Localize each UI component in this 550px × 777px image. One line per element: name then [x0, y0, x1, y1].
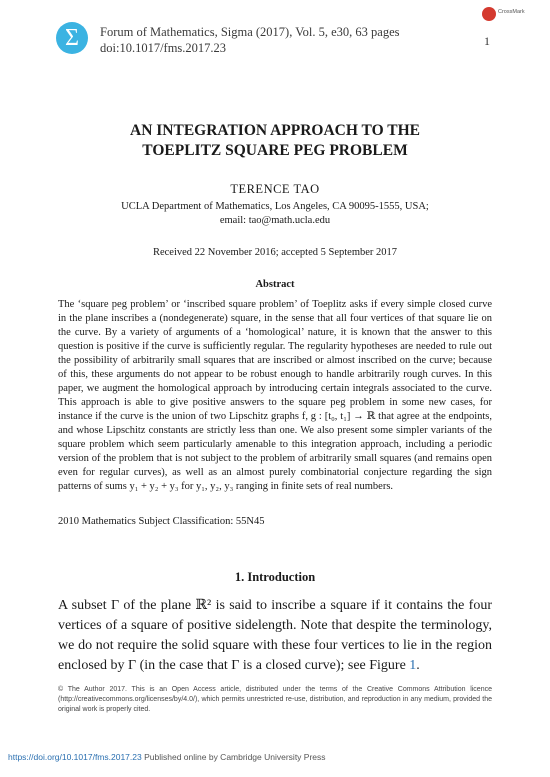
license-notice: © The Author 2017. This is an Open Access article, distributed under the terms of the Creative Commons Attribution licence (http://creativecommons.org/licenses/by/4.0/), which permits unrestricted re-use, distribution, and reproduction in any medium, provided the original work is properly cited.	[58, 686, 492, 713]
footer	[8, 752, 326, 762]
title-line-1: AN INTEGRATION APPROACH TO THE	[130, 122, 420, 139]
intro-text: A subset Γ of the plane ℝ² is said to inscribe a square if it contains the four vertices of a square of positive sidelength. Note that despite the terminology, we do not require the solid square with these four vertices to lie in the region enclosed by Γ (in the case that Γ is a closed curve); see Figure	[58, 598, 492, 673]
journal-header	[100, 24, 400, 56]
email-line: email: tao@math.ucla.edu	[219, 215, 331, 226]
affiliation-line: UCLA Department of Mathematics, Los Angeles, CA 90095-1555, USA;	[121, 201, 429, 212]
abstract-heading: Abstract	[255, 279, 295, 290]
crossmark-icon[interactable]	[482, 7, 496, 21]
received-dates: Received 22 November 2016; accepted 5 September 2017	[152, 247, 398, 258]
abstract-text: The ‘square peg problem’ or ‘inscribed square problem’ of Toeplitz asks if every simple closed curve in the plane inscribes a (nondegenerate) square, in the sense that all four vertices of that square lie on the curve. By a variety of arguments of a ‘homological’ nature, it is known that the answer to this question is positive if the curve is sufficiently regular. The regularity hypotheses are needed to rule out the possibility of arbitrarily small squares that are inscribed or almost inscribed on the curve; because of this, these arguments do not appear to be robust enough to handle arbitrarily rough curves. In this paper, we augment the homological approach by introducing certain integrals associated to the curve. This approach is able to give positive answers to the square peg problem in some new cases, for instance if the curve is the union of two Lipschitz graphs f, g : [t₀, t₁] → ℝ that agree at the endpoints, and whose Lipschitz constants are strictly less than one. We also present some simpler variants of the square problem which seem particularly amenable to this integration approach, including a periodic version of the problem that is not subject to the problem of arbitrarily small squares (and remains open even for regular curves), as well as an almost purely combinatorial conjecture regarding the sign patterns of sums y₁ + y₂ + y₃ for y₁, y₂, y₃ ranging in finite sets of real numbers.	[58, 299, 492, 492]
footer-published: Published online by Cambridge University Press	[141, 752, 326, 762]
footer-doi-link[interactable]: https://doi.org/10.1017/fms.2017.23	[8, 752, 142, 762]
figure-link[interactable]: 1	[409, 658, 417, 673]
paper-title	[0, 121, 550, 161]
journal-logo: Σ	[56, 22, 88, 54]
crossmark-label: CrossMark	[498, 9, 525, 15]
title-line-2: TOEPLITZ SQUARE PEG PROBLEM	[142, 142, 408, 159]
msc-classification: 2010 Mathematics Subject Classification: 55N45	[58, 516, 265, 527]
author-affiliation	[0, 200, 550, 228]
journal-citation: Forum of Mathematics, Sigma (2017), Vol. 5, e30, 63 pages	[100, 25, 400, 39]
intro-text-end: .	[416, 658, 420, 673]
page-number: 1	[484, 34, 490, 48]
journal-doi: doi:10.1017/fms.2017.23	[100, 41, 227, 55]
introduction-paragraph	[58, 596, 492, 676]
author-name: TERENCE TAO	[230, 182, 320, 196]
section-heading: 1. Introduction	[234, 570, 316, 584]
